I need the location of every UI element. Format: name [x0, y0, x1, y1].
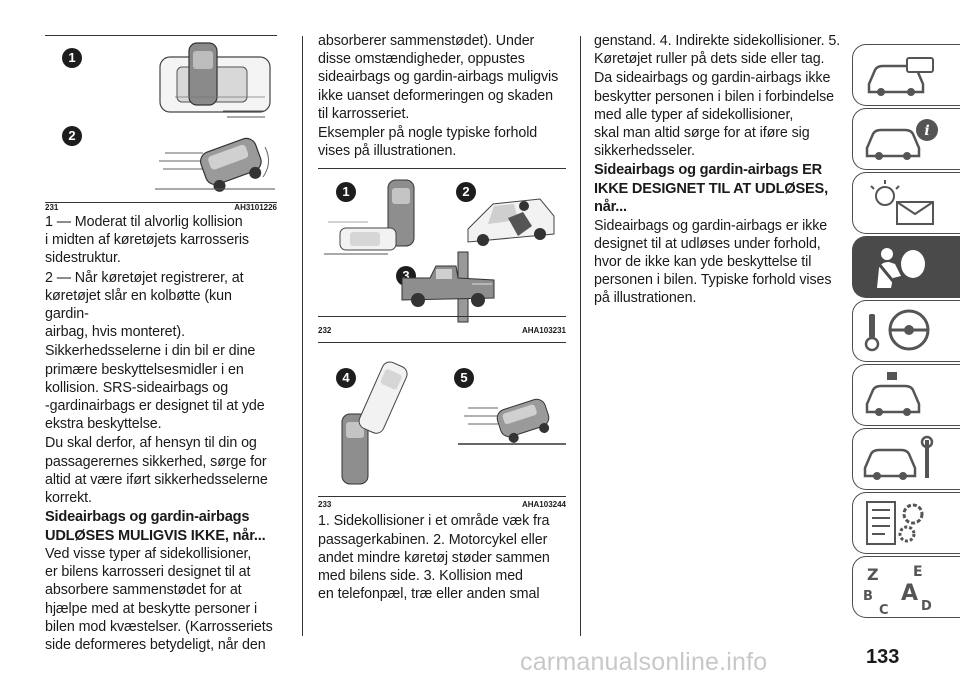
figure-caption: [45, 203, 277, 213]
tab-emergency[interactable]: [852, 364, 960, 426]
figure-badge-2: 2: [456, 182, 476, 202]
text-line: hvor de ikke kan yde beskyttelse til: [594, 254, 812, 271]
figure-caption: [318, 326, 566, 336]
column-divider: [580, 36, 581, 636]
text-line: sidestruktur.: [45, 250, 121, 267]
text-line: absorberer sammenstødet). Under: [318, 33, 535, 49]
index-letter: B: [863, 589, 873, 604]
tab-starting-driving[interactable]: [852, 300, 960, 362]
tab-index[interactable]: [852, 556, 960, 618]
index-letter: Z: [867, 565, 879, 584]
heading-line: UDLØSES MULIGVIS IKKE, når...: [45, 527, 266, 544]
paragraph: [318, 32, 566, 123]
text-line: Sideairbags og gardin-airbags er ikke: [594, 217, 828, 234]
tab-technical-data[interactable]: [852, 492, 960, 554]
figure-number: 233: [318, 500, 332, 510]
index-letter: E: [913, 564, 923, 580]
paragraph: [594, 217, 844, 308]
text-line: sikkerhedsseler.: [594, 143, 695, 160]
text-line: 1. Sidekollisioner i et område væk fra: [318, 513, 550, 530]
paragraph: [45, 434, 277, 507]
figure-number: 231: [45, 203, 59, 212]
text-line: andet mindre køretøj støder sammen: [318, 549, 550, 566]
tab-car-dashboard[interactable]: [852, 44, 960, 106]
text-line: beskytter personen i bilen i forbindelse: [594, 88, 834, 105]
figure-top-rule: [45, 35, 277, 36]
text-line: med alle typer af sidekollisioner,: [594, 106, 794, 123]
figure-bottom-rule: [318, 496, 566, 497]
text-line: passagerkabinen. 2. Motorcykel eller: [318, 531, 548, 548]
text-line: Du skal derfor, af hensyn til din og: [45, 435, 257, 452]
text-line: passagerernes sikkerhed, sørge for: [45, 453, 267, 470]
tab-safety[interactable]: [852, 236, 960, 298]
figure-badge-2: 2: [62, 126, 82, 146]
section-heading: [594, 161, 844, 216]
text-line: korrekt.: [45, 490, 92, 507]
text-line: køretøjet slår en kolbøtte (kun gardin-: [45, 287, 232, 323]
text-line: ekstra beskyttelse.: [45, 416, 162, 433]
heading-line: Sideairbags og gardin-airbags: [45, 509, 250, 526]
section-heading: [45, 508, 277, 545]
text-line: med bilens side. 3. Kollision med: [318, 568, 523, 585]
heading-line: Sideairbags og gardin-airbags ER: [594, 162, 822, 179]
warning-light-mail-icon: [861, 178, 941, 228]
svg-text:i: i: [924, 123, 930, 139]
figure-badge-3: 3: [396, 266, 416, 286]
column-3: [594, 32, 844, 309]
column-2: [318, 32, 566, 604]
figure-bottom-rule: [318, 316, 566, 317]
text-line: vises på illustrationen.: [318, 143, 457, 160]
figure-code: AH3101226: [234, 203, 277, 212]
tab-warning-lights[interactable]: [852, 172, 960, 234]
text-line: disse omstændigheder, oppustes: [318, 51, 525, 68]
text-line: 2 — Når køretøjet registrerer, at: [45, 269, 244, 286]
car-dashboard-icon: [861, 50, 941, 100]
car-maintenance-icon: [861, 434, 941, 484]
car-emergency-icon: [861, 370, 941, 420]
figure-code: AHA103244: [521, 500, 566, 510]
text-line: hjælpe med at beskytte personer i: [45, 600, 258, 617]
seatbelt-airbag-icon: [861, 242, 941, 292]
figure-badge-1: 1: [62, 48, 82, 68]
heading-line: når...: [594, 199, 627, 216]
paragraph: [45, 545, 277, 654]
text-line: Køretøjet ruller på dets side eller tag.: [594, 51, 825, 68]
column-divider: [302, 36, 303, 636]
text-line: kollision. SRS-sideairbags og: [45, 379, 229, 396]
figure-badge-4: 4: [336, 368, 356, 388]
figure-badge-5: 5: [454, 368, 474, 388]
figure-caption: [318, 500, 566, 510]
figure-top-rule: [318, 168, 566, 169]
text-line: sideairbags og gardin-airbags muligvis: [318, 69, 559, 86]
text-line: ikke uanset deformeringen og skaden: [318, 87, 553, 104]
text-line: Sikkerhedsselerne i din bil er dine: [45, 343, 256, 360]
paragraph: [318, 124, 566, 160]
text-line: -gardinairbags er designet til at yde: [45, 398, 265, 415]
text-line: på illustrationen.: [594, 290, 697, 307]
text-line: 1 — Moderat til alvorlig kollision: [45, 214, 243, 230]
figure-233: [318, 340, 566, 496]
index-letter: C: [879, 603, 889, 616]
text-line: absorbere sammenstødet for at: [45, 582, 242, 599]
index-letter: D: [921, 599, 932, 614]
watermark: carmanualsonline.info: [520, 648, 768, 676]
steering-wheel-key-icon: [861, 306, 941, 356]
text-line: Ved visse typer af sidekollisioner,: [45, 546, 252, 563]
text-line: genstand. 4. Indirekte sidekollisioner. 5.: [594, 33, 841, 49]
text-line: er bilens karrosseri designet til at: [45, 564, 251, 581]
text-line: en telefonpæl, træ eller anden smal: [318, 586, 540, 603]
paragraph: [594, 69, 844, 160]
side-collision-illustration: [115, 37, 275, 197]
column-1: [45, 0, 277, 655]
figure-bottom-rule: [45, 202, 277, 203]
text-line: Da sideairbags og gardin-airbags ikke: [594, 70, 831, 87]
paragraph: [594, 32, 844, 68]
figure-badge-1: 1: [336, 182, 356, 202]
index-letter: A: [901, 581, 919, 606]
figure-231: [45, 0, 277, 203]
text-line: altid at være iført sikkerhedsselerne: [45, 471, 268, 488]
text-line: side deformeres betydeligt, når den: [45, 637, 266, 654]
tab-car-info[interactable]: [852, 108, 960, 170]
figure-code: AHA103231: [521, 326, 566, 336]
page-number: 133: [866, 646, 900, 668]
text-line: bilen mod kvæstelser. (Karrosseriets: [45, 618, 273, 635]
car-info-icon: [861, 114, 941, 164]
indirect-collision-rollover-illustration: [318, 348, 566, 496]
figure-top-rule: [318, 342, 566, 343]
paragraph: [45, 342, 277, 433]
text-line: personen i bilen. Typiske forhold vises: [594, 272, 832, 289]
specifications-gear-icon: [861, 498, 941, 548]
tab-maintenance[interactable]: [852, 428, 960, 490]
paragraph: [318, 512, 566, 603]
text-line: designet til at udløses under forhold,: [594, 235, 821, 252]
text-line: Eksempler på nogle typiske forhold: [318, 125, 538, 142]
body-text: [45, 213, 277, 654]
text-line: til karrosseriet.: [318, 105, 410, 122]
side-collision-examples-illustration: [318, 174, 566, 324]
text-line: i midten af køretøjets karrosseris: [45, 232, 249, 249]
index-letters-icon: [861, 562, 941, 616]
figure-number: 232: [318, 326, 332, 336]
paragraph: [45, 213, 277, 268]
text-line: airbag, hvis monteret).: [45, 324, 185, 341]
figure-232: [318, 166, 566, 326]
heading-line: IKKE DESIGNET TIL AT UDLØSES,: [594, 180, 828, 197]
paragraph: [45, 269, 277, 342]
text-line: skal man altid sørge for at iføre sig: [594, 125, 810, 142]
text-line: primære beskyttelsesmidler i en: [45, 361, 244, 378]
